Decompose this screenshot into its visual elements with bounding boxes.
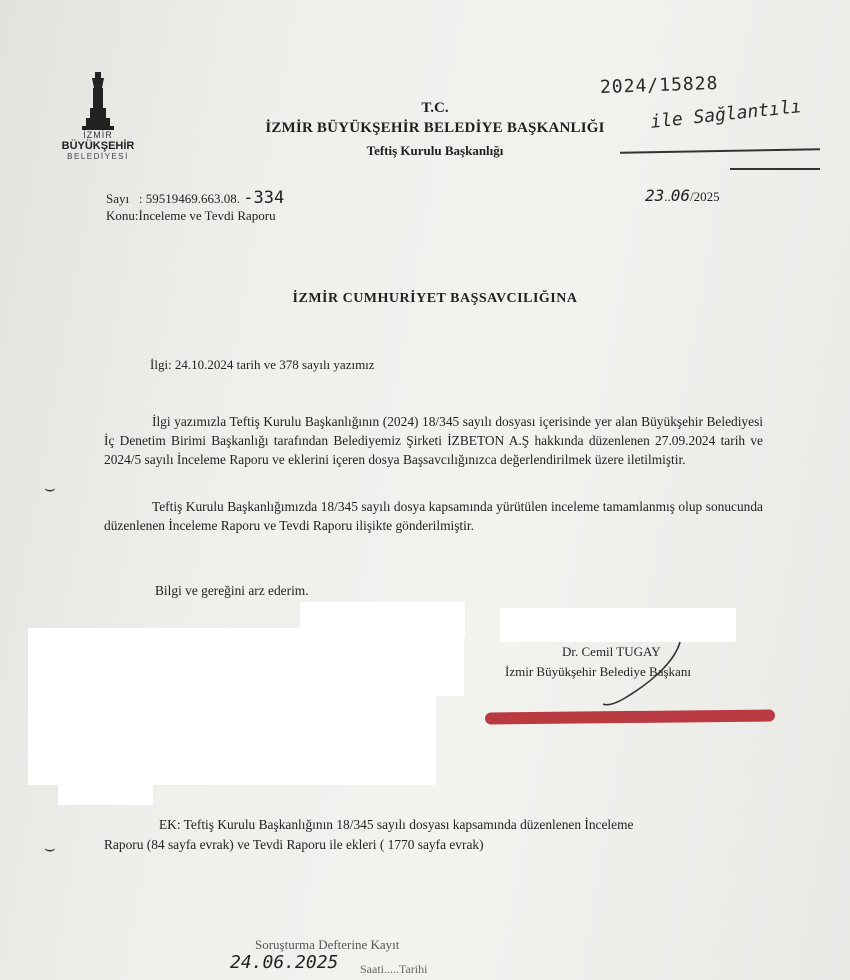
signer-name: Dr. Cemil TUGAY bbox=[562, 644, 661, 659]
sayi-value: : 59519469.663.08. bbox=[138, 191, 240, 206]
header-tc: T.C. bbox=[421, 100, 449, 116]
registry-stamp-sub: Saati.....Tarihi bbox=[360, 962, 428, 976]
recipient-heading: İZMİR CUMHURİYET BAŞSAVCILIĞINA bbox=[292, 291, 578, 306]
konu-value: :İnceleme ve Tevdi Raporu bbox=[134, 208, 276, 223]
body-paragraph-2: Teftiş Kurulu Başkanlığımızda 18/345 sayılı dosya kapsamında yürütülen inceleme tamamlanmış olup sonucunda düzenlenen İnceleme Raporu ve Tevdi Raporu ilişikte gönderilmiştir. bbox=[104, 499, 763, 533]
date-month: 06 bbox=[670, 186, 691, 205]
logo-text-metropolitan: BÜYÜKŞEHİR bbox=[61, 140, 135, 152]
handwritten-underline-2 bbox=[730, 168, 820, 170]
registry-stamp-text: Soruşturma Defterine Kayıt bbox=[255, 937, 400, 952]
konu-label: Konu bbox=[106, 208, 135, 223]
margin-mark-icon: ⌣ bbox=[44, 478, 56, 498]
closing-line: Bilgi ve gereğini arz ederim. bbox=[155, 583, 309, 598]
signer-title: İzmir Büyükşehir Belediye Başkanı bbox=[505, 664, 691, 679]
redaction-box bbox=[58, 780, 153, 805]
signature-stroke bbox=[585, 640, 695, 710]
handwritten-reg-number: 2024/15828 bbox=[599, 72, 719, 99]
handwritten-note: ile Sağlantılı bbox=[649, 96, 803, 133]
logo-text-city: İZMİR bbox=[83, 130, 113, 140]
sayi-handwritten: -334 bbox=[243, 188, 285, 208]
attachment-note bbox=[104, 815, 774, 855]
attachment-line-2: Raporu (84 sayfa evrak) ve Tevdi Raporu ile ekleri ( 1770 sayfa evrak) bbox=[104, 837, 484, 852]
reference-line: İlgi: 24.10.2024 tarih ve 378 sayılı yazımız bbox=[150, 357, 375, 372]
redaction-box bbox=[500, 608, 736, 642]
date-separator: .. bbox=[664, 189, 671, 204]
body-paragraph-1: İlgi yazımızla Teftiş Kurulu Başkanlığının (2024) 18/345 sayılı dosyası içerisinde yer alan Büyükşehir Belediyesi İç Denetim Birimi Başkanlığı tarafından Belediyemiz Şirketi İZBETON A.Ş hakkında düzenlenen 27.09.2024 tarih ve 2024/5 sayılı İnceleme Raporu ve eklerini içeren dosya Başsavcılığınızca değerlendirilmek üzere iletilmiştir. bbox=[104, 414, 763, 467]
header-department: Teftiş Kurulu Başkanlığı bbox=[366, 143, 504, 158]
clock-tower-icon bbox=[78, 70, 118, 132]
header-institution: İZMİR BÜYÜKŞEHİR BELEDİYE BAŞKANLIĞI bbox=[265, 120, 605, 136]
document-date bbox=[645, 186, 720, 205]
sayi-line bbox=[106, 188, 284, 208]
sayi-label: Sayı bbox=[106, 191, 130, 206]
date-year: /2025 bbox=[690, 189, 720, 204]
attachment-line-1: EK: Teftiş Kurulu Başkanlığının 18/345 sayılı dosyası kapsamında düzenlenen İnceleme bbox=[159, 817, 634, 832]
izmir-bb-logo bbox=[48, 70, 148, 175]
margin-mark-icon: ⌣ bbox=[44, 838, 56, 858]
redaction-box bbox=[28, 690, 436, 785]
redaction-box bbox=[28, 628, 464, 696]
date-day: 23 bbox=[645, 186, 665, 205]
logo-text-municipality: BELEDİYESİ bbox=[67, 152, 129, 161]
registry-stamp-date: 24.06.2025 bbox=[230, 952, 339, 973]
konu-line bbox=[106, 208, 276, 224]
